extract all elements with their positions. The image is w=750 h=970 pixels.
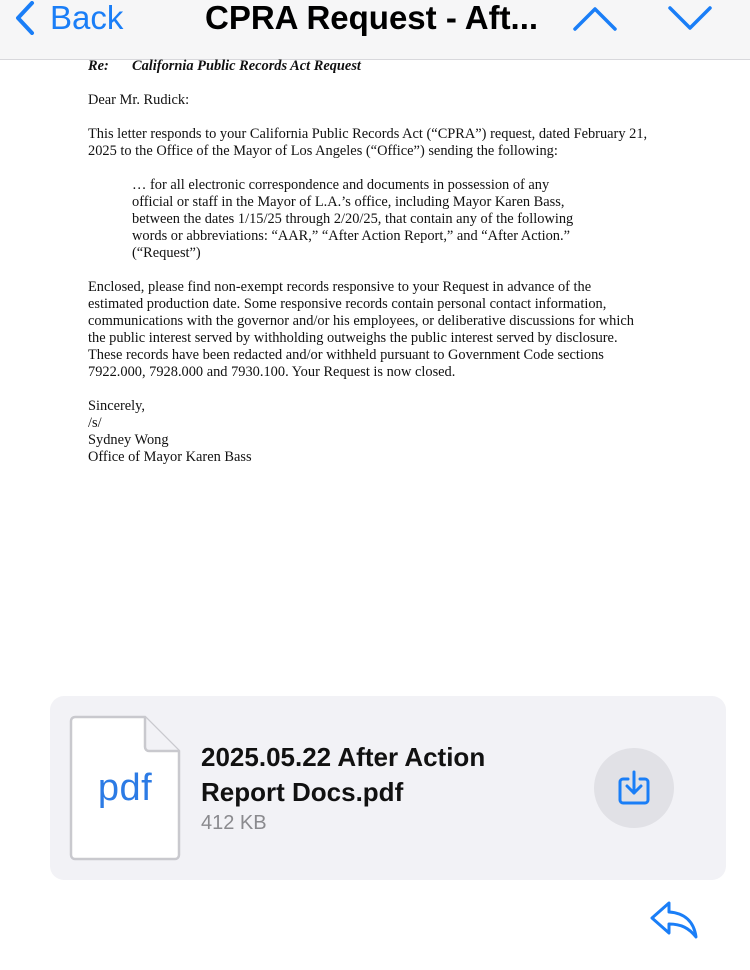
reply-icon bbox=[649, 900, 699, 940]
re-line bbox=[88, 58, 688, 75]
back-label: Back bbox=[50, 0, 124, 36]
navigation-bar bbox=[0, 0, 750, 60]
signer-name: Sydney Wong bbox=[88, 432, 169, 448]
chevron-left-icon bbox=[14, 1, 36, 35]
signer-office: Office of Mayor Karen Bass bbox=[88, 449, 252, 465]
enclosed-line: estimated production date. Some responsive records contain personal contact information, bbox=[88, 296, 607, 312]
intro-line: This letter responds to your California Public Records Act (“CPRA”) request, dated February 21, bbox=[88, 126, 648, 142]
quote-line: … for all electronic correspondence and documents in possession of any bbox=[132, 177, 550, 193]
request-quote bbox=[132, 177, 592, 262]
quote-line: official or staff in the Mayor of L.A.’s office, including Mayor Karen Bass, bbox=[132, 194, 565, 210]
attachment-file-name bbox=[201, 740, 561, 810]
back-button[interactable] bbox=[14, 0, 123, 36]
enclosed-line: Enclosed, please find non-exempt records responsive to your Request in advance of the bbox=[88, 279, 592, 295]
download-button[interactable] bbox=[594, 748, 674, 828]
chevron-down-icon bbox=[667, 4, 713, 32]
enclosed-paragraph bbox=[88, 279, 653, 381]
download-icon bbox=[617, 770, 651, 806]
intro-line: 2025 to the Office of the Mayor of Los Angeles (“Office”) sending the following: bbox=[88, 143, 558, 159]
attachment-file-size: 412 KB bbox=[201, 812, 267, 834]
signature-block bbox=[88, 398, 688, 466]
salutation: Dear Mr. Rudick: bbox=[88, 92, 190, 108]
file-name-line: Report Docs.pdf bbox=[201, 777, 404, 807]
intro-paragraph bbox=[88, 126, 668, 160]
previous-message-button[interactable] bbox=[570, 0, 620, 36]
next-message-button[interactable] bbox=[665, 0, 715, 36]
file-name-line: 2025.05.22 After Action bbox=[201, 742, 486, 772]
enclosed-line: These records have been redacted and/or withheld pursuant to Government Code sections bbox=[88, 347, 604, 363]
letter-body bbox=[88, 58, 688, 466]
chevron-up-icon bbox=[572, 4, 618, 32]
pdf-thumbnail[interactable] bbox=[69, 715, 181, 861]
pdf-type-label: pdf bbox=[97, 767, 153, 809]
signature: /s/ bbox=[88, 415, 102, 431]
quote-line: words or abbreviations: “AAR,” “After Action Report,” and “After Action.” bbox=[132, 228, 570, 244]
quote-line: between the dates 1/15/25 through 2/20/25, that contain any of the following bbox=[132, 211, 574, 227]
enclosed-line: 7922.000, 7928.000 and 7930.100. Your Request is now closed. bbox=[88, 364, 456, 380]
closing: Sincerely, bbox=[88, 398, 146, 414]
quote-line: (“Request”) bbox=[132, 245, 201, 261]
reply-button[interactable] bbox=[648, 898, 700, 942]
page-title: CPRA Request - Aft... bbox=[205, 0, 539, 36]
attachment-card[interactable] bbox=[50, 696, 726, 880]
enclosed-line: communications with the governor and/or his employees, or deliberative discussions for which bbox=[88, 313, 634, 329]
re-label: Re: bbox=[88, 58, 109, 74]
enclosed-line: the public interest served by withholding outweighs the public interest served by disclosure. bbox=[88, 330, 618, 346]
re-subject: California Public Records Act Request bbox=[132, 58, 361, 74]
